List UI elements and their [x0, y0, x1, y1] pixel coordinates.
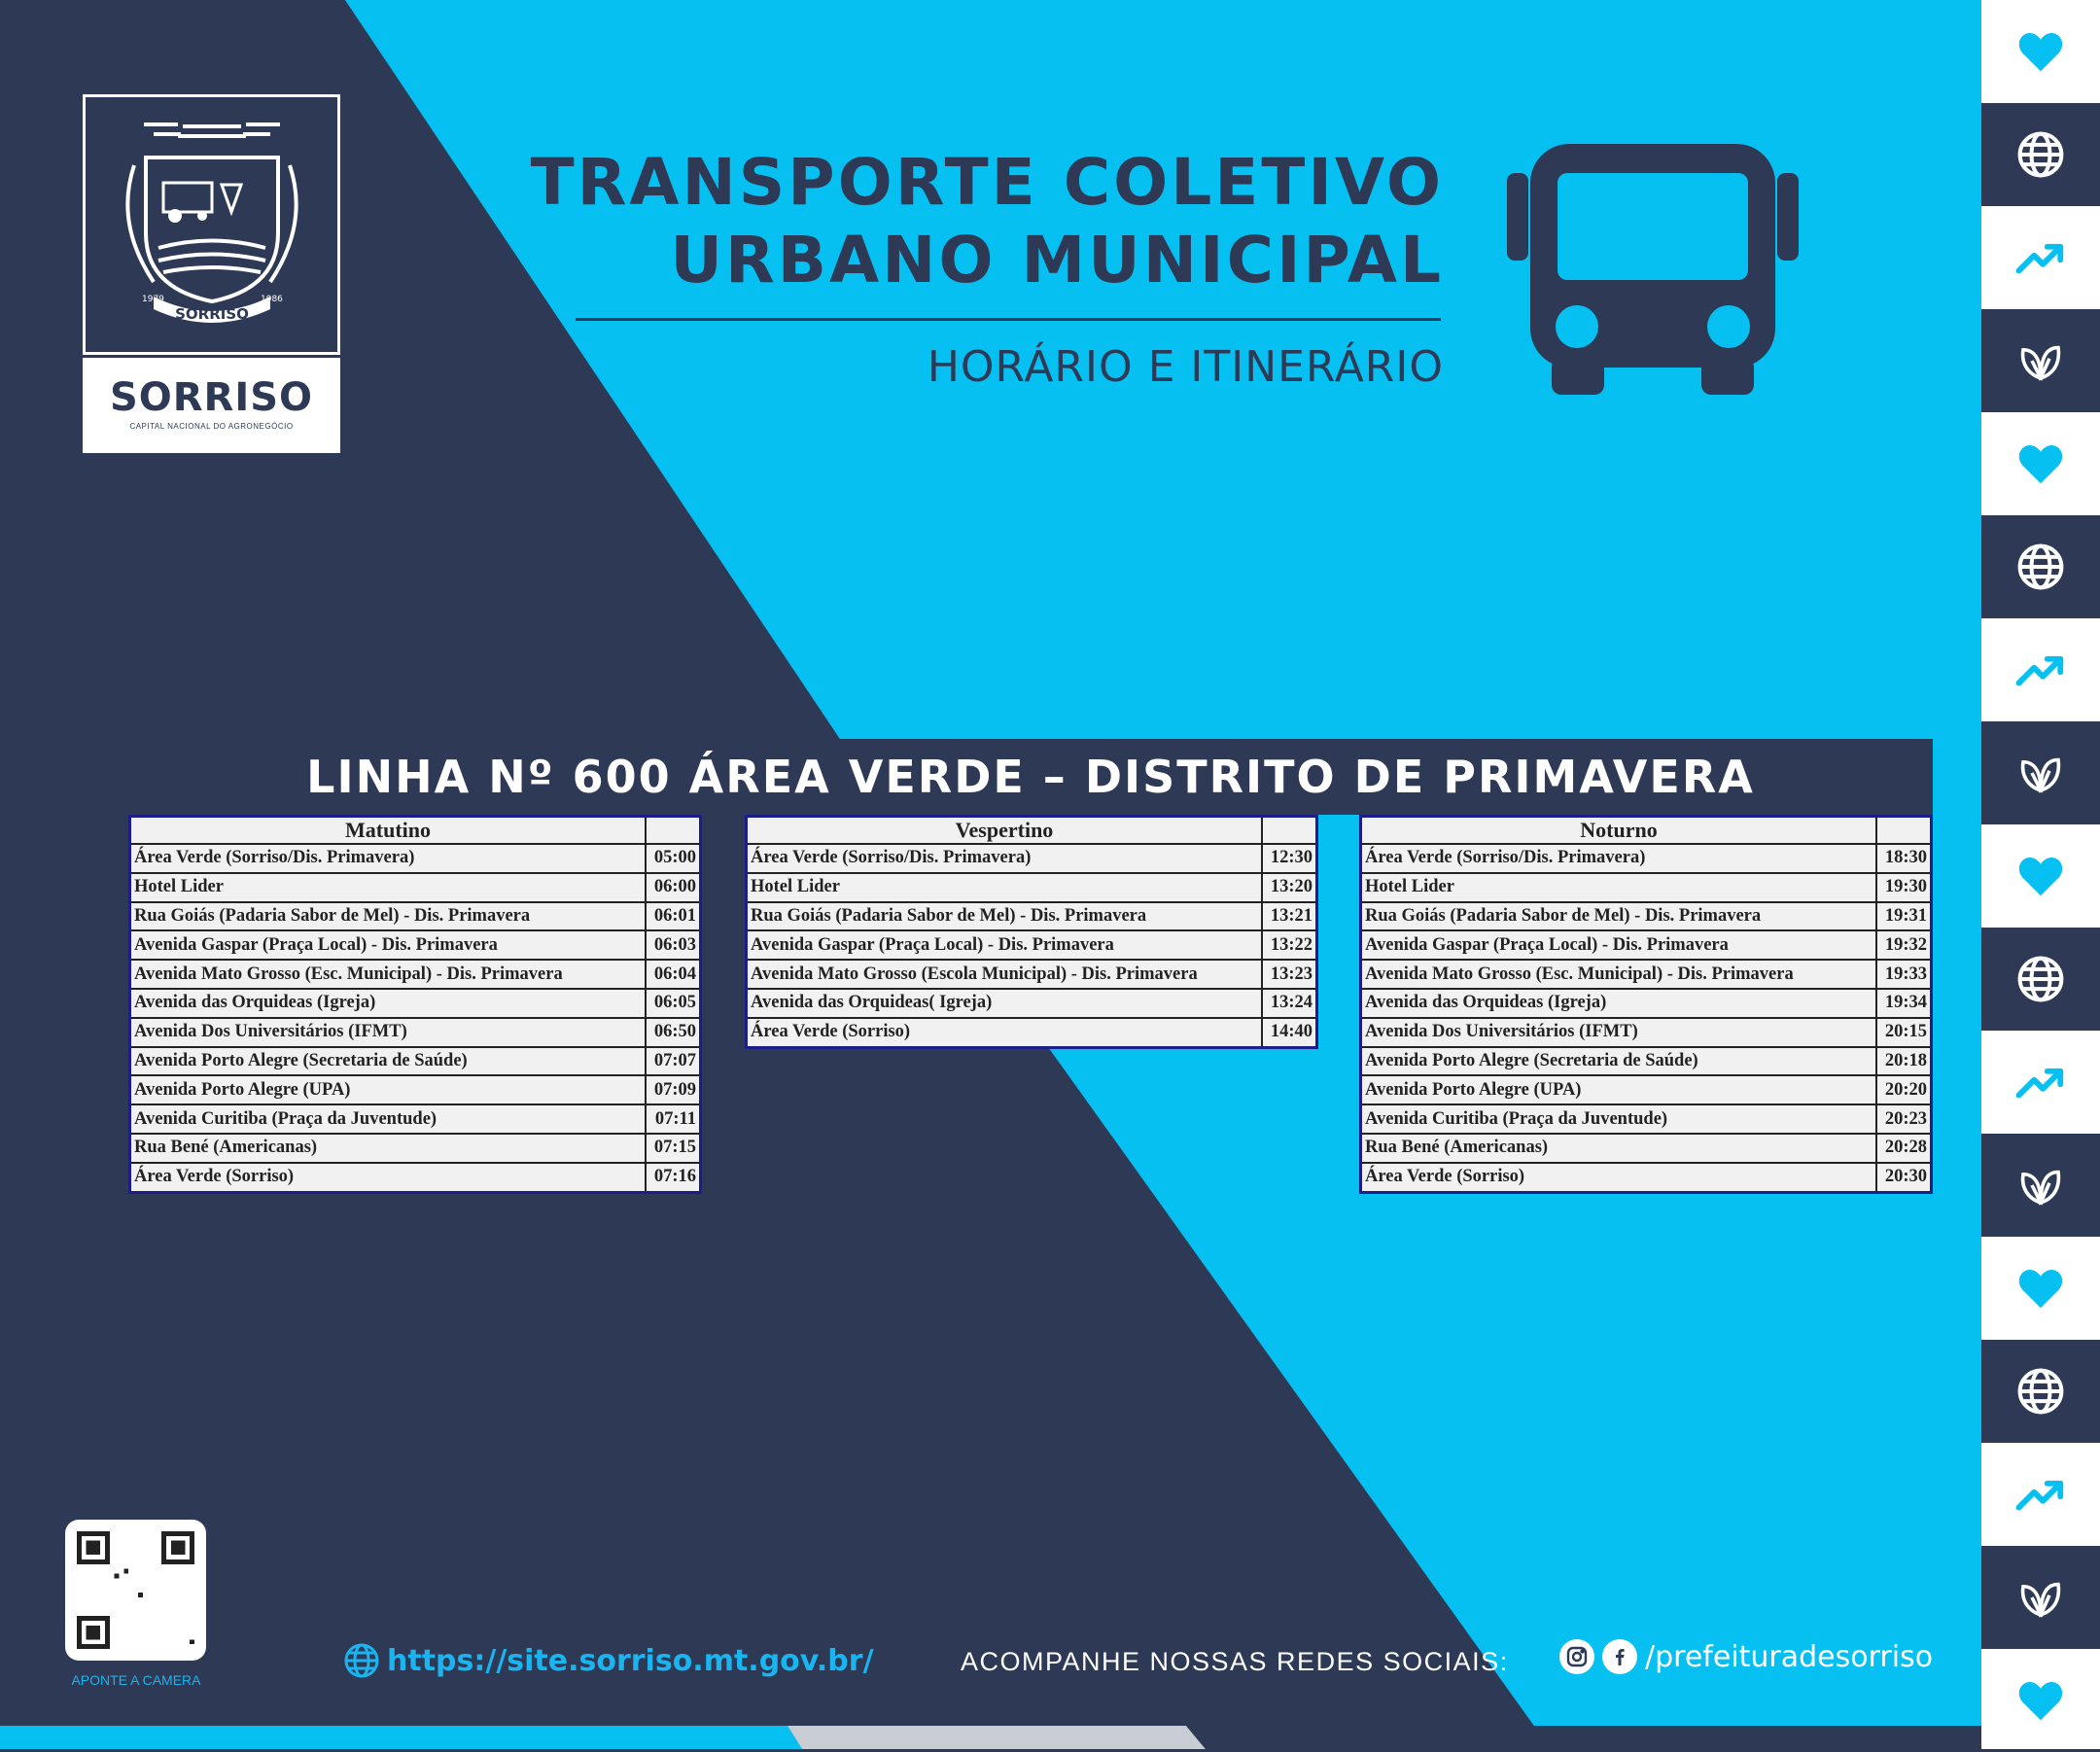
departure-time: 05:00	[646, 844, 701, 873]
heart-icon	[2014, 25, 2067, 78]
side-tile	[1981, 1237, 2100, 1340]
title-divider	[576, 318, 1441, 321]
side-tile	[1981, 824, 2100, 928]
side-tile	[1981, 412, 2100, 515]
qr-label: APONTE A CAMERA	[71, 1672, 201, 1688]
heart-icon	[2014, 850, 2067, 902]
website-link[interactable]	[342, 1641, 874, 1680]
stop-name: Avenida Gaspar (Praça Local) - Dis. Primavera	[747, 930, 1263, 960]
stop-name: Avenida Mato Grosso (Escola Municipal) - Dis. Primavera	[747, 960, 1263, 989]
table-row	[1361, 1075, 1932, 1104]
table-row	[1361, 930, 1932, 960]
leaf-icon	[2014, 1159, 2067, 1211]
heart-icon	[2014, 1262, 2067, 1314]
stop-name: Área Verde (Sorriso)	[747, 1018, 1263, 1047]
side-tile	[1981, 1134, 2100, 1237]
stop-name: Avenida Gaspar (Praça Local) - Dis. Primavera	[130, 930, 647, 960]
table-row	[130, 902, 701, 931]
stop-name: Rua Goiás (Padaria Sabor de Mel) - Dis. Primavera	[1361, 902, 1877, 931]
departure-time: 06:00	[646, 873, 701, 902]
departure-time: 13:24	[1262, 989, 1317, 1018]
stop-name: Área Verde (Sorriso)	[1361, 1163, 1877, 1192]
departure-time: 13:20	[1262, 873, 1317, 902]
table-row	[130, 960, 701, 989]
brand-plate	[83, 358, 340, 453]
stop-name: Avenida Porto Alegre (Secretaria de Saúde)	[1361, 1047, 1877, 1076]
table-row	[130, 989, 701, 1018]
side-icon-strip	[1981, 0, 2100, 1749]
stop-name: Rua Goiás (Padaria Sabor de Mel) - Dis. Primavera	[130, 902, 647, 931]
table-row	[1361, 873, 1932, 902]
departure-time: 19:30	[1876, 873, 1932, 902]
stop-name: Rua Bené (Americanas)	[1361, 1134, 1877, 1163]
side-tile	[1981, 1340, 2100, 1443]
side-tile	[1981, 1443, 2100, 1546]
stop-name: Avenida Mato Grosso (Esc. Municipal) - Dis. Primavera	[130, 960, 647, 989]
table-row	[1361, 1104, 1932, 1134]
stop-name: Rua Bené (Americanas)	[130, 1134, 647, 1163]
table-row	[1361, 1163, 1932, 1192]
instagram-icon[interactable]	[1559, 1639, 1594, 1674]
trend-up-icon	[2014, 644, 2067, 696]
table-row	[130, 1163, 701, 1192]
qr-code[interactable]	[65, 1520, 206, 1661]
table-row	[1361, 844, 1932, 873]
stop-name: Avenida das Orquideas (Igreja)	[130, 989, 647, 1018]
table-header: Vespertino	[747, 817, 1263, 845]
leaf-icon	[2014, 1571, 2067, 1624]
table-row	[747, 960, 1317, 989]
departure-time: 07:11	[646, 1104, 701, 1134]
stop-name: Avenida das Orquideas( Igreja)	[747, 989, 1263, 1018]
leaf-icon	[2014, 747, 2067, 799]
side-tile	[1981, 515, 2100, 618]
social-label: ACOMPANHE NOSSAS REDES SOCIAIS:	[961, 1647, 1509, 1676]
stop-name: Avenida Gaspar (Praça Local) - Dis. Primavera	[1361, 930, 1877, 960]
globe-icon	[2014, 953, 2067, 1005]
side-tile	[1981, 1546, 2100, 1649]
time-header	[1262, 817, 1317, 845]
stop-name: Avenida Porto Alegre (Secretaria de Saúde)	[130, 1047, 647, 1076]
table-row	[747, 902, 1317, 931]
stop-name: Hotel Lider	[747, 873, 1263, 902]
departure-time: 13:23	[1262, 960, 1317, 989]
side-tile	[1981, 618, 2100, 721]
heart-icon	[2014, 1674, 2067, 1727]
bus-icon	[1497, 134, 1808, 397]
side-tile	[1981, 1031, 2100, 1134]
departure-time: 19:34	[1876, 989, 1932, 1018]
title-line-1: TRANSPORTE COLETIVO	[530, 145, 1444, 220]
stop-name: Avenida Curitiba (Praça da Juventude)	[130, 1104, 647, 1134]
stop-name: Avenida Dos Universitários (IFMT)	[130, 1018, 647, 1047]
table-row	[1361, 1047, 1932, 1076]
table-header: Matutino	[130, 817, 647, 845]
departure-time: 07:07	[646, 1047, 701, 1076]
table-row	[130, 1134, 701, 1163]
table-row	[1361, 1018, 1932, 1047]
departure-time: 06:04	[646, 960, 701, 989]
side-tile	[1981, 1649, 2100, 1752]
globe-icon	[2014, 128, 2067, 181]
schedule-table-vespertino	[745, 815, 1318, 1049]
stop-name: Área Verde (Sorriso)	[130, 1163, 647, 1192]
stop-name: Avenida Porto Alegre (UPA)	[130, 1075, 647, 1104]
table-row	[130, 1047, 701, 1076]
departure-time: 06:05	[646, 989, 701, 1018]
table-row	[747, 1018, 1317, 1047]
facebook-icon[interactable]	[1602, 1639, 1637, 1674]
city-seal	[83, 94, 340, 355]
stop-name: Hotel Lider	[1361, 873, 1877, 902]
table-row	[130, 1075, 701, 1104]
table-row	[1361, 989, 1932, 1018]
departure-time: 20:30	[1876, 1163, 1932, 1192]
side-tile	[1981, 0, 2100, 103]
page-subtitle: HORÁRIO E ITINERÁRIO	[927, 342, 1444, 392]
departure-time: 19:33	[1876, 960, 1932, 989]
stop-name: Avenida Mato Grosso (Esc. Municipal) - Dis. Primavera	[1361, 960, 1877, 989]
table-row	[1361, 960, 1932, 989]
globe-icon	[342, 1641, 381, 1680]
side-tile	[1981, 103, 2100, 206]
side-tile	[1981, 721, 2100, 824]
side-tile	[1981, 928, 2100, 1031]
stop-name: Avenida Porto Alegre (UPA)	[1361, 1075, 1877, 1104]
leaf-icon	[2014, 334, 2067, 387]
departure-time: 20:15	[1876, 1018, 1932, 1047]
table-row	[747, 930, 1317, 960]
departure-time: 20:18	[1876, 1047, 1932, 1076]
departure-time: 20:28	[1876, 1134, 1932, 1163]
title-line-2: URBANO MUNICIPAL	[670, 223, 1444, 298]
social-handle[interactable]: /prefeituradesorriso	[1645, 1639, 1934, 1674]
departure-time: 14:40	[1262, 1018, 1317, 1047]
table-row	[130, 930, 701, 960]
heart-icon	[2014, 438, 2067, 490]
departure-time: 06:50	[646, 1018, 701, 1047]
trend-up-icon	[2014, 231, 2067, 284]
page-title	[531, 144, 1444, 299]
departure-time: 07:16	[646, 1163, 701, 1192]
svg-text:SORRISO: SORRISO	[175, 305, 249, 323]
brand-name: SORRISO	[109, 375, 314, 420]
brand-tagline: CAPITAL NACIONAL DO AGRONEGÓCIO	[129, 422, 294, 431]
time-header	[1876, 817, 1932, 845]
stop-name: Hotel Lider	[130, 873, 647, 902]
table-row	[747, 989, 1317, 1018]
stop-name: Avenida Curitiba (Praça da Juventude)	[1361, 1104, 1877, 1134]
globe-icon	[2014, 541, 2067, 593]
table-row	[747, 844, 1317, 873]
stop-name: Avenida Dos Universitários (IFMT)	[1361, 1018, 1877, 1047]
table-row	[130, 1018, 701, 1047]
trend-up-icon	[2014, 1468, 2067, 1521]
route-title: LINHA Nº 600 ÁREA VERDE – DISTRITO DE PRIMAVERA	[128, 739, 1933, 815]
departure-time: 20:23	[1876, 1104, 1932, 1134]
table-row	[1361, 1134, 1932, 1163]
bottom-cyan-band-left	[0, 1726, 802, 1749]
departure-time: 19:31	[1876, 902, 1932, 931]
table-row	[130, 844, 701, 873]
time-header	[646, 817, 701, 845]
table-row	[1361, 902, 1932, 931]
schedule-table-matutino	[128, 815, 702, 1194]
stop-name: Área Verde (Sorriso/Dis. Primavera)	[130, 844, 647, 873]
svg-text:1986: 1986	[261, 295, 283, 304]
departure-time: 19:32	[1876, 930, 1932, 960]
side-tile	[1981, 206, 2100, 309]
departure-time: 07:09	[646, 1075, 701, 1104]
stop-name: Área Verde (Sorriso/Dis. Primavera)	[747, 844, 1263, 873]
social-links	[1559, 1639, 1933, 1674]
departure-time: 13:21	[1262, 902, 1317, 931]
side-tile	[1981, 309, 2100, 412]
departure-time: 20:20	[1876, 1075, 1932, 1104]
bottom-navy-band	[1186, 1726, 1983, 1749]
stop-name: Rua Goiás (Padaria Sabor de Mel) - Dis. Primavera	[747, 902, 1263, 931]
departure-time: 18:30	[1876, 844, 1932, 873]
website-url[interactable]: https://site.sorriso.mt.gov.br/	[387, 1643, 874, 1678]
departure-time: 12:30	[1262, 844, 1317, 873]
svg-text:1979: 1979	[142, 295, 164, 304]
departure-time: 06:03	[646, 930, 701, 960]
departure-time: 13:22	[1262, 930, 1317, 960]
trend-up-icon	[2014, 1056, 2067, 1108]
schedule-table-noturno	[1359, 815, 1933, 1194]
table-header: Noturno	[1361, 817, 1877, 845]
table-row	[130, 1104, 701, 1134]
table-row	[747, 873, 1317, 902]
stop-name: Avenida das Orquideas (Igreja)	[1361, 989, 1877, 1018]
bottom-gray-band	[788, 1726, 1206, 1749]
stop-name: Área Verde (Sorriso/Dis. Primavera)	[1361, 844, 1877, 873]
departure-time: 06:01	[646, 902, 701, 931]
table-row	[130, 873, 701, 902]
globe-icon	[2014, 1365, 2067, 1418]
departure-time: 07:15	[646, 1134, 701, 1163]
